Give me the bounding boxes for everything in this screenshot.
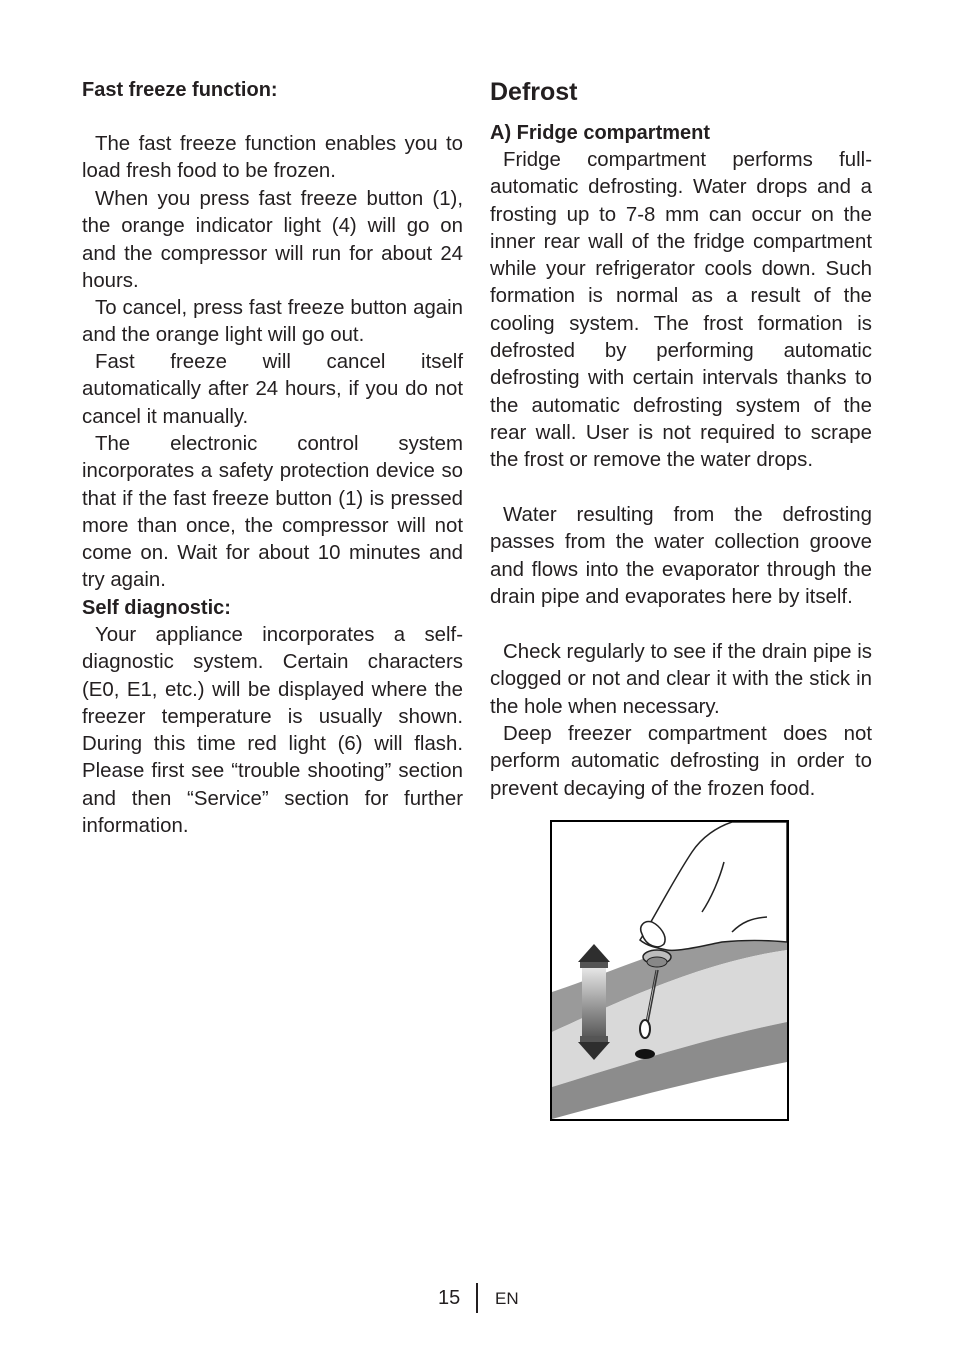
fast-freeze-paragraph: The fast freeze function enables you to load fresh food to be frozen.	[82, 133, 463, 183]
language-code: EN	[495, 1289, 519, 1308]
defrost-paragraph: Check regularly to see if the drain pipe is clogged or not and clear it with the stick in the hole when necessary.	[490, 641, 872, 718]
hand-icon	[640, 822, 787, 950]
self-diagnostic-heading: Self diagnostic:	[82, 597, 231, 619]
drain-hole-illustration	[550, 820, 789, 1121]
hand-stick-drain-illustration	[552, 822, 787, 1119]
defrost-paragraph: Water resulting from the defrosting passes from the water collection groove and flows into the evaporator through the drain pipe and evaporates here by itself.	[490, 504, 872, 608]
fast-freeze-paragraph: When you press fast freeze button (1), the orange indicator light (4) will go on and the compressor will run for about 24 hours.	[82, 188, 463, 292]
page-number: 15	[438, 1287, 461, 1309]
footer-divider	[476, 1283, 478, 1313]
up-down-arrow-icon	[578, 944, 610, 1060]
fast-freeze-heading: Fast freeze function:	[82, 79, 278, 101]
stick-tip-shape	[640, 1020, 650, 1038]
fast-freeze-paragraph: Fast freeze will cancel itself automatically after 24 hours, if you do not cancel it manually.	[82, 351, 463, 428]
fast-freeze-paragraph: The electronic control system incorporates a safety protection device so that if the fast freeze button (1) is pressed more than once, the compressor will not come on. Wait for about 10 minutes and try again.	[82, 433, 463, 592]
drain-hole-shape	[635, 1049, 655, 1059]
self-diagnostic-paragraph: Your appliance incorporates a self-diagnostic system. Certain characters (E0, E1, etc.) will be displayed where the freezer temperature is usually shown. During this time red light (6) will flash. Please first see “trouble shooting” section and then “Service” section for further information.	[82, 624, 463, 838]
defrost-paragraph: Fridge compartment performs full-automatic defrosting. Water drops and a frosting up to 7-8 mm can occur on the inner rear wall of the fridge compartment while your refrigerator cools down. Such formation is normal as a result of the cooling system. The frost formation is defrosted by performing automatic defrosting with certain intervals thanks to the automatic defrosting system of the rear wall. User is not required to scrape the frost or remove the water drops.	[490, 149, 872, 472]
fridge-compartment-heading: A) Fridge compartment	[490, 122, 711, 144]
fast-freeze-paragraph: To cancel, press fast freeze button again and the orange light will go out.	[82, 297, 463, 347]
defrost-heading: Defrost	[490, 78, 578, 106]
defrost-paragraph: Deep freezer compartment does not perform automatic defrosting in order to prevent decaying of the frozen food.	[490, 723, 872, 800]
